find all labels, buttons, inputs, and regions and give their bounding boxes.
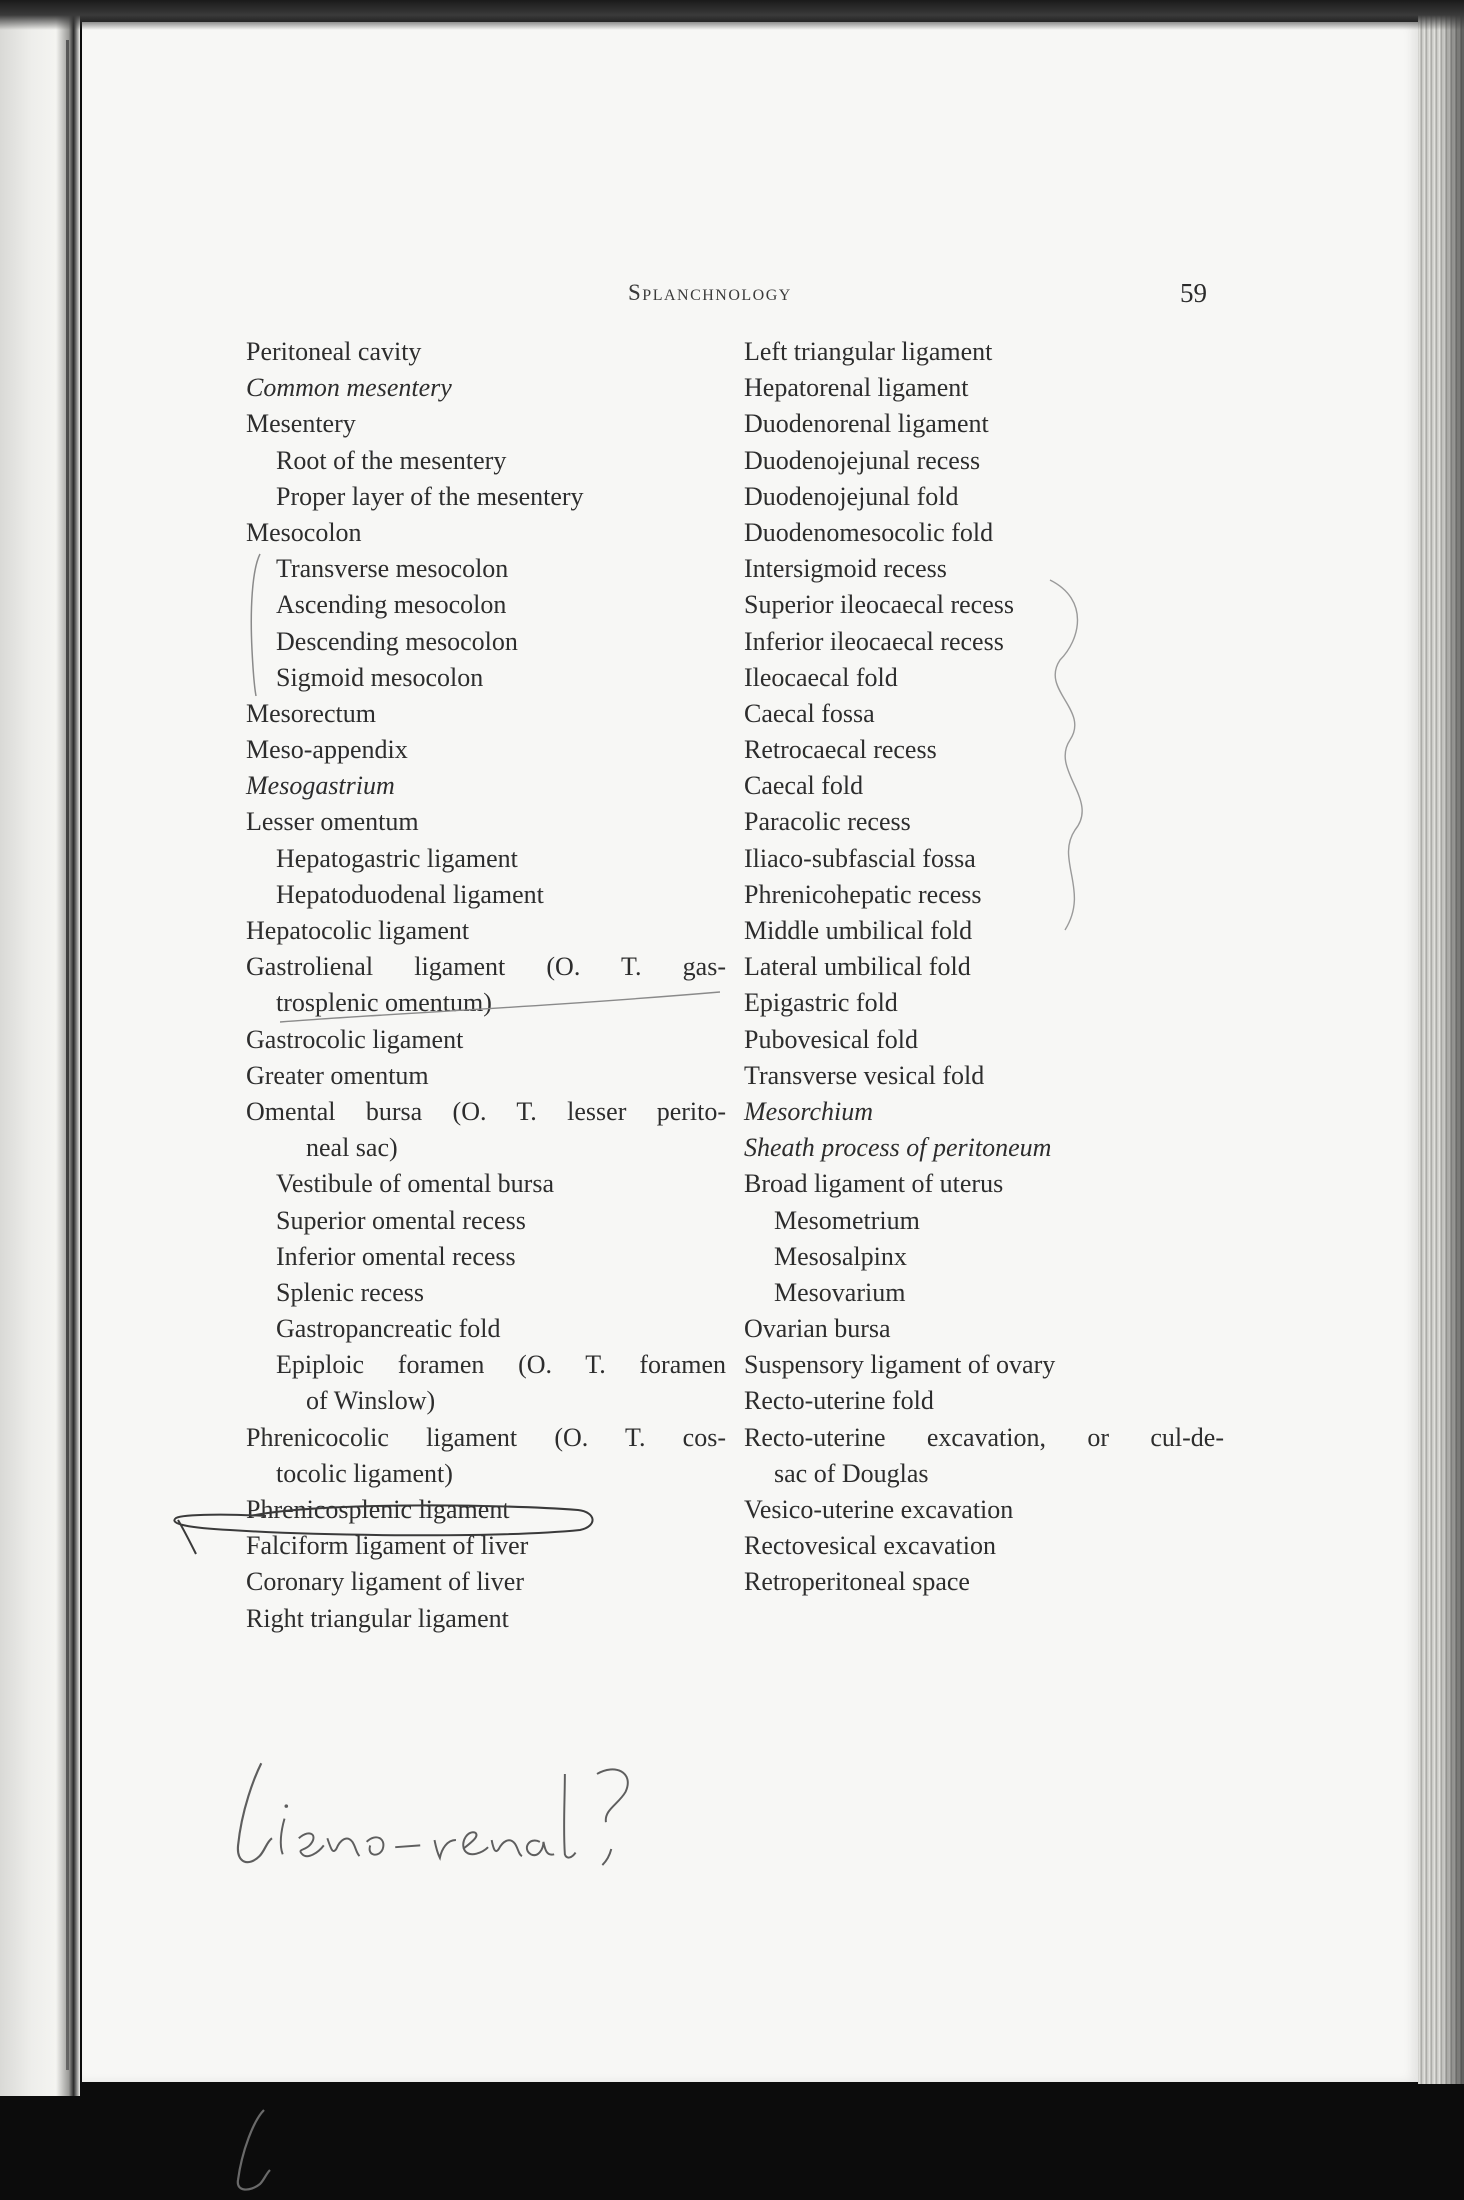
right-column-entry: Iliaco-subfascial fossa — [744, 843, 976, 873]
right-column-entry: Duodenorenal ligament — [744, 409, 989, 439]
left-column-entry: Descending mesocolon — [276, 626, 518, 656]
right-column-entry: Broad ligament of uterus — [744, 1169, 1004, 1199]
left-column-entry: Inferior omental recess — [276, 1241, 516, 1271]
spacer — [224, 2098, 225, 2099]
left-column-entry: Hepatocolic ligament — [246, 916, 470, 945]
left-column-entry: Gastrocolic ligament — [246, 1024, 464, 1054]
right-column-entry: Suspensory ligament of ovary — [744, 1350, 1056, 1380]
right-column — [744, 334, 1224, 1601]
page-number: 59 — [1180, 278, 1207, 308]
right-column-entry: Recto-uterine fold — [744, 1386, 934, 1416]
left-column-entry: Gastropancreatic fold — [276, 1314, 501, 1344]
right-column-entry: Phrenicohepatic recess — [744, 879, 982, 909]
left-column-entry: Coronary ligament of liver — [246, 1567, 524, 1597]
left-column-entry: Superior omental recess — [276, 1205, 526, 1235]
left-column-entry: Gastrolienal ligament (O. T. gas- — [246, 952, 726, 982]
left-column-entry: Phrenicocolic ligament (O. T. cos- — [246, 1422, 726, 1452]
right-column-entry: Middle umbilical fold — [744, 916, 973, 945]
pencil-bracket-mark — [244, 550, 264, 700]
left-column-entry: Proper layer of the mesentery — [276, 481, 584, 511]
right-column-entry: Hepatorenal ligament — [744, 373, 969, 403]
right-column-entry: Mesorchium — [744, 1096, 874, 1126]
right-column-entry: Mesometrium — [774, 1205, 920, 1235]
page-edges-shadow — [1440, 14, 1464, 2084]
left-column-entry: Right triangular ligament — [246, 1603, 509, 1633]
running-head: Splanchnology — [628, 280, 792, 305]
right-column-entry: Duodenomesocolic fold — [744, 517, 994, 547]
left-column-entry: Peritoneal cavity — [246, 337, 422, 366]
right-column-entry: Retroperitoneal space — [744, 1567, 970, 1597]
right-column-entry: Vesico-uterine excavation — [744, 1495, 1014, 1524]
left-column-entry: Transverse mesocolon — [276, 554, 509, 584]
right-column-entry: Pubovesical fold — [744, 1024, 919, 1054]
right-column-entry: Sheath process of peritoneum — [744, 1133, 1052, 1163]
spine-gutter — [66, 40, 69, 2070]
left-column-entry: Greater omentum — [246, 1060, 429, 1090]
left-column-entry: of Winslow) — [306, 1386, 436, 1416]
left-column-entry: Omental bursa (O. T. lesser perito- — [246, 1096, 726, 1126]
left-column-entry: trosplenic omentum) — [276, 988, 492, 1018]
left-column-entry: Root of the mesentery — [276, 445, 507, 475]
left-column-entry: Mesogastrium — [246, 771, 395, 801]
right-column-entry: Transverse vesical fold — [744, 1060, 985, 1090]
handwritten-note — [224, 2100, 724, 2200]
pencil-circle-mark — [170, 1494, 600, 1564]
left-column — [246, 334, 726, 1637]
right-column-entry: Rectovesical excavation — [744, 1531, 996, 1561]
right-column-entry: Recto-uterine excavation, or cul-de- — [744, 1422, 1224, 1452]
right-column-entry: Intersigmoid recess — [744, 554, 947, 584]
right-column-entry: sac of Douglas — [774, 1458, 929, 1488]
left-column-entry: Mesorectum — [246, 698, 376, 728]
pencil-underline-mark — [280, 990, 720, 1030]
left-column-entry: Epiploic foramen (O. T. foramen — [276, 1350, 726, 1380]
left-column-entry: tocolic ligament) — [276, 1458, 453, 1488]
left-column-entry: Mesocolon — [246, 517, 362, 547]
top-edge-shadow — [0, 0, 1464, 30]
left-column-entry: Phrenicosplenic ligament — [246, 1495, 510, 1524]
left-column-entry: Ascending mesocolon — [276, 590, 507, 620]
right-column-entry: Paracolic recess — [744, 807, 911, 837]
right-column-entry: Superior ileocaecal recess — [744, 590, 1014, 620]
left-column-entry: Lesser omentum — [246, 807, 419, 837]
handwritten-annotation — [222, 1756, 722, 1908]
right-column-entry: Duodenojejunal recess — [744, 445, 981, 475]
right-column-entry: Left triangular ligament — [744, 337, 993, 366]
left-column-entry: Mesentery — [246, 409, 356, 439]
left-column-entry: Splenic recess — [276, 1277, 425, 1307]
right-column-entry: Inferior ileocaecal recess — [744, 626, 1004, 656]
left-column-entry: Meso-appendix — [246, 735, 408, 765]
right-column-entry: Mesosalpinx — [774, 1241, 907, 1271]
right-column-entry: Ileocaecal fold — [744, 662, 898, 692]
right-column-entry: Epigastric fold — [744, 988, 898, 1018]
right-column-entry: Caecal fossa — [744, 698, 875, 728]
pencil-squiggle-mark — [1030, 560, 1150, 940]
left-column-entry: neal sac) — [306, 1133, 398, 1163]
right-column-entry: Retrocaecal recess — [744, 735, 937, 765]
right-column-entry: Caecal fold — [744, 771, 864, 801]
left-column-entry: Vestibule of omental bursa — [276, 1169, 554, 1199]
right-column-entry: Lateral umbilical fold — [744, 952, 971, 982]
left-column-entry: Falciform ligament of liver — [246, 1531, 529, 1561]
right-column-entry: Duodenojejunal fold — [744, 481, 959, 511]
left-column-entry: Common mesentery — [246, 373, 452, 403]
right-column-entry: Ovarian bursa — [744, 1314, 891, 1344]
left-column-entry: Sigmoid mesocolon — [276, 662, 484, 692]
left-column-entry: Hepatogastric ligament — [276, 843, 518, 873]
right-column-entry: Mesovarium — [774, 1277, 906, 1307]
left-column-entry: Hepatoduodenal ligament — [276, 879, 544, 909]
